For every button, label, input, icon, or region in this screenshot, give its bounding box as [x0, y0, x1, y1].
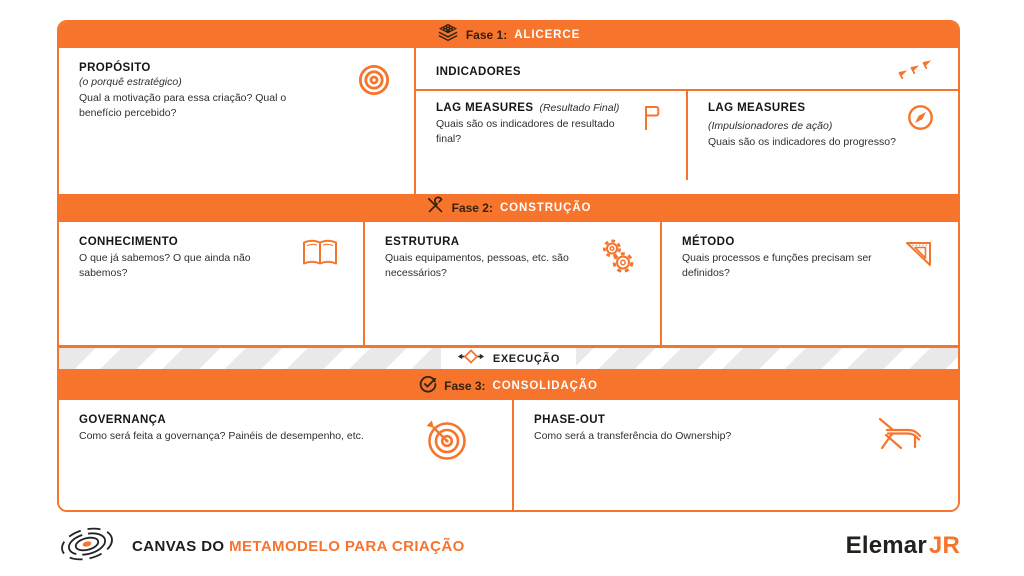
metodo-question: Quais processos e funções precisam ser definidos?	[682, 252, 872, 280]
lag-acao-question: Quais são os indicadores do progresso?	[708, 136, 896, 148]
gears-icon	[599, 238, 636, 280]
open-book-icon	[301, 238, 339, 274]
check-circle-icon	[419, 375, 437, 398]
metodo-cell	[662, 222, 958, 345]
tools-icon	[426, 196, 445, 220]
beach-chair-icon	[874, 416, 924, 457]
governanca-title: GOVERNANÇA	[79, 414, 167, 426]
dartboard-icon	[422, 416, 468, 467]
lag-measures-acao-cell	[688, 91, 958, 194]
flag-icon	[642, 104, 662, 136]
growth-darts-icon	[894, 57, 936, 86]
phase-out-cell	[514, 400, 958, 510]
row-construction	[59, 222, 958, 345]
row-consolidation	[59, 400, 958, 510]
estrutura-title: ESTRUTURA	[385, 236, 460, 248]
canvas-title-prefix: CANVAS DO	[132, 537, 225, 555]
lag-resultado-question: Quais são os indicadores de resultado final?	[436, 118, 615, 146]
phase2-name: CONSTRUÇÃO	[499, 202, 592, 214]
compass-icon	[907, 104, 934, 136]
concentric-target-icon	[358, 64, 390, 101]
phase1-name: ALICERCE	[514, 29, 581, 41]
execution-label: EXECUÇÃO	[492, 352, 561, 365]
row-foundation	[59, 48, 958, 194]
governanca-question: Como será feita a governança? Painéis de desempenho, etc.	[79, 430, 364, 442]
canvas-board	[57, 20, 960, 512]
brand-suffix: JR	[928, 532, 960, 559]
proposito-question: Qual a motivação para essa criação? Qual o benefício percebido?	[79, 92, 287, 120]
proposito-title: PROPÓSITO	[79, 62, 151, 74]
lag-acao-subtitle: (Impulsionadores de ação)	[708, 120, 833, 132]
conhecimento-question: O que já sabemos? O que ainda não sabemos?	[79, 252, 251, 280]
layers-icon	[437, 23, 459, 47]
galaxy-icon	[57, 521, 117, 572]
lag-resultado-subtitle: (Resultado Final)	[539, 102, 620, 114]
proposito-subtitle: (o porquê estratégico)	[79, 76, 182, 88]
lag-measures-resultado-cell	[416, 91, 686, 194]
conhecimento-title: CONHECIMENTO	[79, 236, 179, 248]
metodo-title: MÉTODO	[682, 236, 735, 248]
estrutura-cell	[365, 222, 662, 345]
diamond-arrows-icon	[457, 348, 485, 370]
conhecimento-cell	[59, 222, 365, 345]
phase3-name: CONSOLIDAÇÃO	[492, 380, 598, 392]
canvas-title	[132, 538, 465, 555]
canvas-title-highlight: METAMODELO PARA CRIAÇÃO	[229, 537, 465, 555]
brand-logo	[846, 532, 960, 560]
phase2-prefix: Fase 2:	[451, 201, 493, 215]
phase1-bar	[59, 22, 958, 48]
lag-resultado-title: LAG MEASURES	[436, 102, 534, 114]
brand-name: Elemar	[845, 532, 927, 559]
estrutura-question: Quais equipamentos, pessoas, etc. são necessários?	[385, 252, 569, 280]
set-square-icon	[903, 238, 934, 274]
proposito-cell	[59, 48, 416, 194]
indicadores-title: INDICADORES	[436, 65, 521, 78]
phase-out-title: PHASE-OUT	[534, 414, 606, 426]
lag-acao-title: LAG MEASURES	[708, 102, 806, 114]
phase1-prefix: Fase 1:	[465, 28, 508, 42]
governanca-cell	[59, 400, 514, 510]
execution-bar	[59, 345, 958, 372]
indicadores-panel	[416, 48, 958, 194]
phase3-bar	[59, 372, 958, 400]
phase3-prefix: Fase 3:	[444, 379, 486, 393]
footer	[57, 521, 960, 571]
phase-out-question: Como será a transferência do Ownership?	[534, 430, 732, 442]
phase2-bar	[59, 194, 958, 222]
